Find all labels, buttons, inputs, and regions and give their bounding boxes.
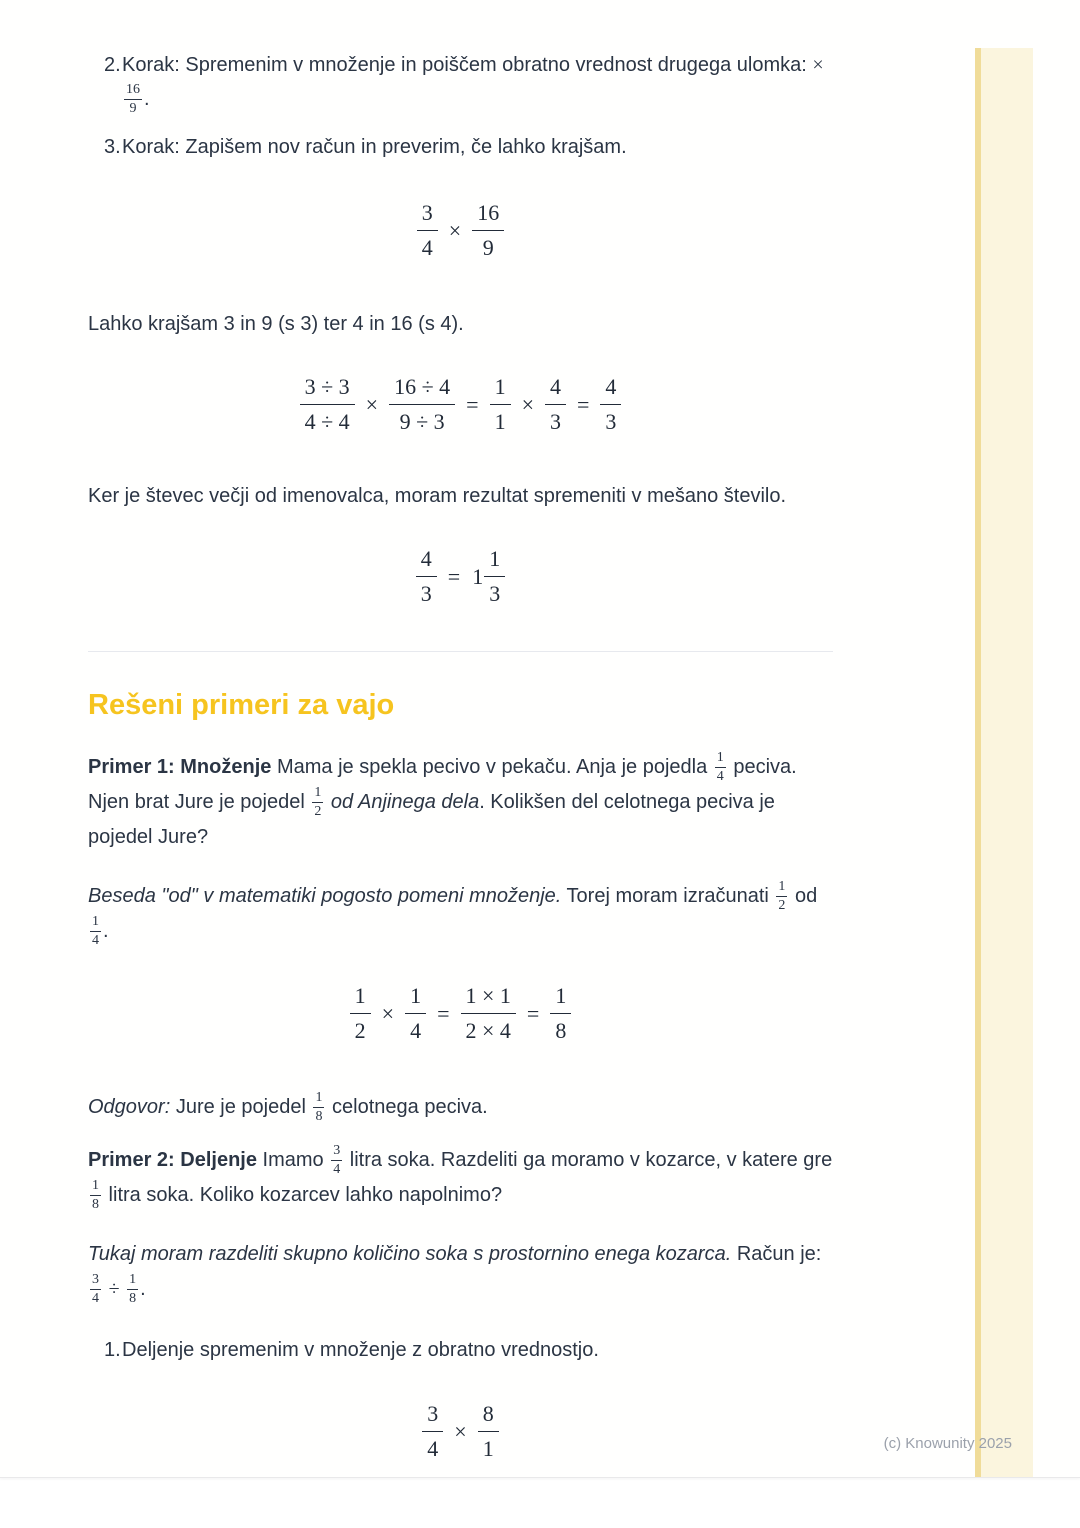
fraction: [405, 983, 426, 1044]
fraction-numerator: 3: [90, 1273, 101, 1290]
text-segment-italic: Odgovor:: [88, 1096, 171, 1118]
fraction-denominator: 2: [354, 1018, 366, 1043]
fraction-denominator: 8: [315, 1109, 323, 1124]
times-operator: ×: [521, 391, 534, 417]
text-segment: . Kolikšen del celotnega peciva je pojedel Jure?: [88, 791, 775, 848]
inline-fraction: [90, 915, 101, 948]
fraction-numerator: 1: [350, 983, 371, 1014]
fraction-denominator: 3: [550, 409, 561, 434]
text-segment: litra soka. Koliko kozarcev lahko napolnimo?: [103, 1184, 503, 1206]
step-text: [122, 48, 833, 116]
fraction: [417, 200, 438, 261]
inline-fraction: [127, 1273, 138, 1306]
fraction-numerator: 1: [484, 546, 505, 577]
fraction-denominator: 3: [489, 581, 501, 606]
step-number: 1.: [104, 1339, 121, 1361]
fraction-denominator: 4: [421, 235, 433, 260]
text-segment: Mama je spekla pecivo v pekaču. Anja je pojedla: [271, 756, 713, 778]
fraction: [484, 546, 505, 607]
fraction-numerator: 1: [490, 374, 511, 405]
watermark: (c) Knowunity 2025: [883, 1435, 1012, 1452]
content-column: [88, 0, 833, 1462]
paragraph-odgovor: [88, 1090, 833, 1125]
fraction: [350, 983, 371, 1044]
paragraph-primer2: [88, 1143, 833, 1213]
fraction-denominator: 4: [427, 1436, 439, 1461]
text-segment: .: [103, 920, 109, 942]
inline-fraction: [313, 1091, 324, 1124]
step-text-period: .: [144, 88, 150, 110]
fraction-numerator: 4: [600, 374, 621, 405]
step-item-1: [88, 1333, 833, 1367]
step-text-segment: Korak: Spremenim v množenje in poiščem obratno vrednost drugega ulomka:: [122, 54, 807, 76]
fraction: [478, 1401, 499, 1462]
text-segment: peciva. Njen brat Jure je pojedel: [88, 756, 797, 813]
inline-fraction: [124, 83, 142, 116]
fraction: [545, 374, 566, 435]
fraction-denominator: 2: [778, 898, 786, 913]
divide-operator: ÷: [108, 1278, 120, 1300]
fraction-numerator: 3: [331, 1144, 342, 1161]
inline-fraction: [90, 1273, 101, 1306]
math-formula-multiplication-result: [88, 983, 833, 1044]
fraction-denominator: 8: [129, 1291, 137, 1306]
fraction-denominator: 8: [92, 1197, 99, 1212]
step-number: 3.: [104, 136, 121, 158]
fraction-numerator: 1 × 1: [461, 983, 516, 1014]
fraction-numerator: 1: [312, 786, 323, 803]
fraction-numerator: 16 ÷ 4: [389, 374, 455, 405]
text-segment: Imamo: [256, 1149, 330, 1171]
math-formula-cancel: [88, 374, 833, 435]
inline-fraction: [90, 1179, 101, 1212]
text-segment: .: [140, 1278, 146, 1300]
paragraph-beseda: [88, 879, 833, 949]
inline-fraction: [331, 1144, 342, 1177]
fraction: [461, 983, 516, 1044]
primer2-label: Primer 2: Deljenje: [88, 1149, 257, 1171]
step-item-2: [88, 48, 833, 116]
fraction-numerator: 16: [472, 200, 504, 231]
fraction: [422, 1401, 443, 1462]
fraction-denominator: 3: [420, 581, 432, 606]
inline-fraction: [715, 751, 726, 784]
whole-number: 1: [472, 563, 484, 589]
fraction-denominator: 1: [482, 1436, 494, 1461]
fraction-numerator: 4: [416, 546, 437, 577]
section-heading: Rešeni primeri za vajo: [88, 689, 395, 721]
step-item-3: [88, 130, 833, 164]
fraction-numerator: 1: [313, 1091, 324, 1108]
fraction-denominator: 4 ÷ 4: [304, 409, 350, 434]
math-formula-reciprocal-product: [88, 1401, 833, 1462]
equals-operator: =: [447, 563, 461, 589]
fraction: [472, 200, 504, 261]
fraction: [600, 374, 621, 435]
primer1-label: Primer 1: Množenje: [88, 756, 272, 778]
fraction-denominator: 4: [333, 1162, 341, 1177]
text-segment-italic: Tukaj moram razdeliti skupno količino soka s prostornino enega kozarca.: [88, 1243, 732, 1265]
fraction: [389, 374, 455, 435]
times-operator: ×: [448, 217, 462, 243]
fraction-numerator: 1: [127, 1273, 138, 1290]
paragraph-krajsam: Lahko krajšam 3 in 9 (s 3) ter 4 in 16 (s 4).: [88, 313, 464, 335]
fraction-numerator: 1: [90, 915, 101, 932]
fraction-denominator: 2: [314, 804, 322, 819]
step-number: 2.: [104, 54, 121, 76]
fraction-numerator: 1: [90, 1179, 101, 1196]
text-segment: celotnega peciva.: [326, 1096, 488, 1118]
fraction-denominator: 9: [482, 235, 494, 260]
fraction: [416, 546, 437, 607]
fraction-denominator: 4: [716, 769, 724, 784]
paragraph-tukaj: [88, 1237, 833, 1307]
fraction-numerator: 8: [478, 1401, 499, 1432]
text-segment: Jure je pojedel: [170, 1096, 312, 1118]
equals-operator: =: [526, 1000, 540, 1026]
step-text: Deljenje spremenim v množenje z obratno vrednostjo.: [122, 1339, 599, 1361]
section-divider: [88, 651, 833, 652]
fraction-numerator: 1: [715, 751, 726, 768]
math-formula-product: [88, 200, 833, 261]
times-operator: ×: [365, 391, 379, 417]
fraction-denominator: 8: [555, 1018, 567, 1043]
fraction-denominator: 2 × 4: [465, 1018, 511, 1043]
text-segment: Račun je:: [731, 1243, 822, 1265]
fraction: [490, 374, 511, 435]
fraction-numerator: 1: [405, 983, 426, 1014]
fraction-numerator: 3 ÷ 3: [300, 374, 355, 405]
fraction: [300, 374, 355, 435]
paragraph-stevec: Ker je števec večji od imenovalca, moram rezultat spremeniti v mešano število.: [88, 485, 787, 507]
fraction-numerator: 1: [776, 880, 787, 897]
fraction-numerator: 4: [545, 374, 566, 405]
fraction-numerator: 16: [124, 83, 142, 100]
fraction-denominator: 9: [129, 101, 137, 116]
times-operator: ×: [381, 1000, 395, 1026]
highlight-bar: [975, 48, 1033, 1477]
fraction-numerator: 1: [550, 983, 571, 1014]
fraction-denominator: 4: [92, 1291, 99, 1306]
text-segment: Torej moram izračunati: [561, 885, 775, 907]
fraction: [550, 983, 571, 1044]
fraction-numerator: 3: [417, 200, 438, 231]
step-text: Korak: Zapišem nov račun in preverim, če lahko krajšam.: [122, 136, 627, 158]
paragraph-primer1: [88, 750, 833, 855]
fraction-denominator: 3: [605, 409, 617, 434]
fraction-denominator: 4: [92, 933, 99, 948]
fraction-denominator: 4: [410, 1018, 422, 1043]
times-operator: ×: [812, 54, 824, 76]
fraction-numerator: 3: [422, 1401, 443, 1432]
equals-operator: =: [466, 391, 479, 417]
times-operator: ×: [454, 1418, 467, 1444]
text-segment: litra soka. Razdeliti ga moramo v kozarce, v katere gre: [344, 1149, 833, 1171]
inline-fraction: [776, 880, 787, 913]
text-segment-italic: od Anjinega dela: [325, 791, 480, 813]
fraction-denominator: 1: [494, 409, 506, 434]
equals-operator: =: [577, 391, 590, 417]
text-segment: od: [789, 885, 818, 907]
text-segment-italic: Beseda "od" v matematiki pogosto pomeni množenje.: [88, 885, 562, 907]
fraction-denominator: 9 ÷ 3: [399, 409, 445, 434]
math-formula-mixed-number: [88, 546, 833, 607]
equals-operator: =: [437, 1000, 450, 1026]
inline-fraction: [312, 786, 323, 819]
